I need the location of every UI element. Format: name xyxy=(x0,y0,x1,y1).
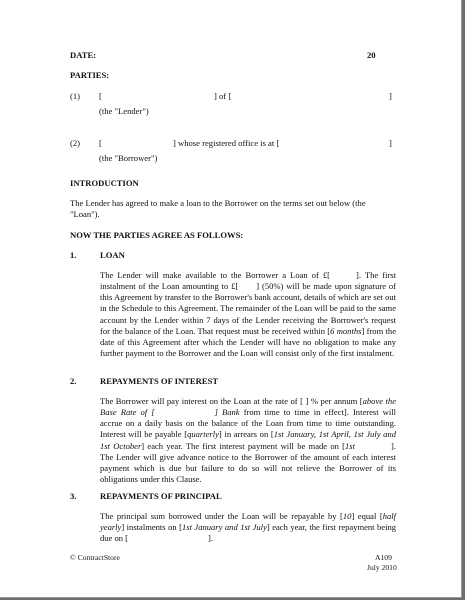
interest-text-10: ]. The Lender will give advance notice to the Borrower of the amount of each interest payment which is due but failure to do so will not relieve the Borrower of its obligations under this Clause. xyxy=(100,440,396,485)
principal-text-7: ] each year, the first repayment being due on [ xyxy=(100,522,397,544)
interest-frequency: quarterly xyxy=(187,429,219,440)
section1-paragraph xyxy=(100,270,396,359)
interest-text-4: from time to time in effect]. Interest will accrue on a daily basis on the balance of the Loan from time to time outstanding. Interest will be payable [ xyxy=(100,407,396,440)
footer-doc-date: July 2010 xyxy=(367,563,397,572)
principal-dates: 1st January and 1st July xyxy=(181,522,267,533)
principal-text-1: The principal sum borrowed under the Loan will be repayable by [ xyxy=(100,511,343,521)
party2-address-close-bracket: ] xyxy=(389,138,392,148)
section1-number: 1. xyxy=(70,250,77,260)
interest-text-8: ] each year. The first interest payment will be made on [ xyxy=(141,440,346,451)
introduction-heading: INTRODUCTION xyxy=(70,178,139,188)
principal-text-8: ]. xyxy=(208,533,213,544)
loan-text-1: The Lender will make available to the Borrower a Loan of £[ xyxy=(100,270,331,280)
section3-number: 3. xyxy=(70,491,77,501)
introduction-text-line2: "Loan"). xyxy=(70,209,100,219)
agree-heading: NOW THE PARTIES AGREE AS FOLLOWS: xyxy=(70,230,244,240)
interest-bank: ] Bank xyxy=(214,407,240,418)
footer-copyright: © ContractStore xyxy=(70,553,120,562)
loan-text-5: ] from the date of this Agreement after which the Lender will have no obligation to make any further payment to the Borrower and the Loan will consist only of the first instalment. xyxy=(100,325,396,359)
footer-doc-code: A109 xyxy=(375,553,392,562)
loan-text-2: ]. The first instalment of the Loan amounting to £[ xyxy=(100,270,396,292)
section2-title: REPAYMENTS OF INTEREST xyxy=(100,376,219,386)
party1-of-text: ] of [ xyxy=(214,91,232,101)
principal-text-3: ] equal [ xyxy=(351,511,383,521)
principal-count: 10 xyxy=(342,511,352,521)
party2-registered-office-text: ] whose registered office is at [ xyxy=(173,138,280,148)
principal-frequency: half yearly xyxy=(100,511,396,533)
party2-role: (the "Borrower") xyxy=(99,153,158,163)
parties-heading: PARTIES: xyxy=(70,70,110,80)
party1-role: (the "Lender") xyxy=(99,106,149,116)
interest-base-rate: above the Base Rate of [ xyxy=(100,396,396,418)
interest-dates: 1st January, 1st April, 1st July and 1st October xyxy=(100,429,396,451)
section1-title: LOAN xyxy=(100,250,125,260)
interest-text-6: ] in arrears on [ xyxy=(218,429,274,440)
section2-paragraph xyxy=(100,396,396,485)
party1-name-open-bracket: [ xyxy=(99,91,102,101)
section3-paragraph xyxy=(100,511,396,544)
party1-address-close-bracket: ] xyxy=(389,91,392,101)
introduction-text-line1: The Lender has agreed to make a loan to the Borrower on the terms set out below (the xyxy=(70,198,366,208)
loan-text-3: ] (50%) will be made upon signature of this Agreement by transfer to the Borrower's bank account, details of which are set out in the Schedule to this Agreement. The remainder of the Loan will be paid to the same account by the Lender within 7 days of the Lender receiving the Borrower's request for the balance of the Loan. That request must be received within [ xyxy=(100,281,396,336)
section2-number: 2. xyxy=(70,376,77,386)
section3-title: REPAYMENTS OF PRINCIPAL xyxy=(100,491,222,501)
interest-text-1: The Borrower will pay interest on the Loan at the rate of [ ] % per annum [ xyxy=(100,396,363,406)
interest-first-date: 1st xyxy=(345,440,355,451)
loan-period: 6 months xyxy=(330,325,362,336)
party1-number: (1) xyxy=(70,91,81,101)
year-prefix: 20 xyxy=(367,50,376,60)
party2-number: (2) xyxy=(70,138,81,148)
principal-text-5: ] instalments on [ xyxy=(121,522,182,533)
party2-name-open-bracket: [ xyxy=(99,138,102,148)
date-label: DATE: xyxy=(70,50,97,60)
